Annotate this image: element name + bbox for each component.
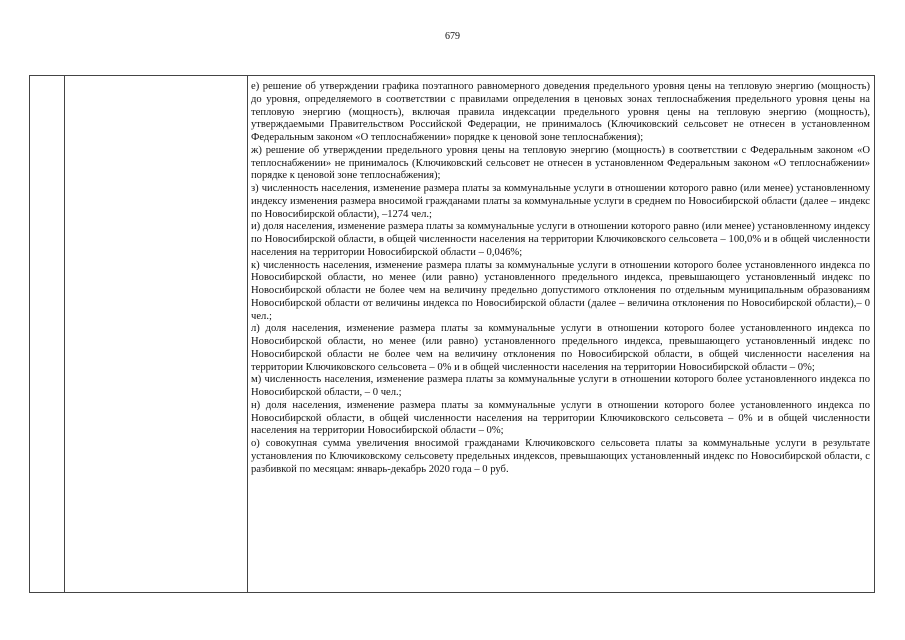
- table-cell-parameter: [65, 76, 248, 592]
- paragraph-o: о) совокупная сумма увеличения вносимой гражданами Ключиковского сельсовета платы за коммунальные услуги в результате установления по Ключиковскому сельсовету предельных индексов, превышающих установленный индекс по Новосибирской области, с разбивкой по месяцам: январь-декабрь 2020 года – 0 руб.: [251, 438, 870, 475]
- table-cell-content: [248, 76, 874, 592]
- page-number: 679: [445, 31, 460, 42]
- paragraph-k: к) численность населения, изменение размера платы за коммунальные услуги в отношении которого более установленного индекса по Новосибирской области, но менее (или равно) установленного предельного индекса, превышающего установленный индекс по Новосибирской области не более чем на величину предельно допустимого отклонения по отдельным муниципальным образованиям Новосибирской области от величины индекса по Новосибирской области (далее – величина отклонения по Новосибирской области),– 0 чел.;: [251, 259, 870, 322]
- paragraph-n: н) доля населения, изменение размера платы за коммунальные услуги в отношении которого более установленного индекса по Новосибирской области, в общей численности населения на территории Ключиковского сельсовета – 0% и в общей численности населения на территории Новосибирской области – 0%;: [251, 399, 870, 437]
- paragraph-e: е) решение об утверждении графика поэтапного равномерного доведения предельного уровня цены на тепловую энергию (мощность) до уровня, определяемого в соответствии с правилами определения в ценовых зонах теплоснабжения предельного уровня цены на тепловую энергию (мощность), включая правила индексации предельного уровня цены на тепловую энергию (мощность), утверждаемыми Правительством Российской Федерации, не принималось (Ключиковский сельсовет не отнесен в установленном Федеральным законом «О теплоснабжении» порядке к ценовой зоне теплоснабжения);: [251, 81, 870, 143]
- table-cell-number: [30, 76, 65, 592]
- paragraph-i: и) доля населения, изменение размера платы за коммунальные услуги в отношении которого равно (или менее) установленному индексу по Новосибирской области, в общей численности населения на территории Ключиковского сельсовета – 100,0% и в общей численности населения на территории Новосибирской области – 0,046%;: [251, 221, 870, 258]
- document-table: [29, 75, 875, 593]
- paragraph-z: з) численность населения, изменение размера платы за коммунальные услуги в отношении которого равно (или менее) установленному индексу изменения размера вносимой гражданами платы за коммунальные услуги в среднем по Новосибирской области (далее – индекс по Новосибирской области), –1274 чел.;: [251, 183, 870, 220]
- paragraph-m: м) численность населения, изменение размера платы за коммунальные услуги в отношении которого более установленного индекса по Новосибирской области, – 0 чел.;: [251, 374, 870, 398]
- paragraph-zh: ж) решение об утверждении предельного уровня цены на тепловую энергию (мощность) в соответствии с Федеральным законом «О теплоснабжении» не принималось (Ключиковский сельсовет не отнесен в установленном Федеральным законом «О теплоснабжении» порядке к ценовой зоне теплоснабжения);: [251, 144, 870, 182]
- paragraph-l: л) доля населения, изменение размера платы за коммунальные услуги в отношении которого более установленного индекса по Новосибирской области, но менее (или равно) установленного предельного индекса, превышающего установленный индекс по Новосибирской области не более чем на величину отклонения по Новосибирской области, в общей численности населения на территории Ключиковского сельсовета – 0% и в общей численности населения на территории Новосибирской области – 0%;: [251, 323, 870, 373]
